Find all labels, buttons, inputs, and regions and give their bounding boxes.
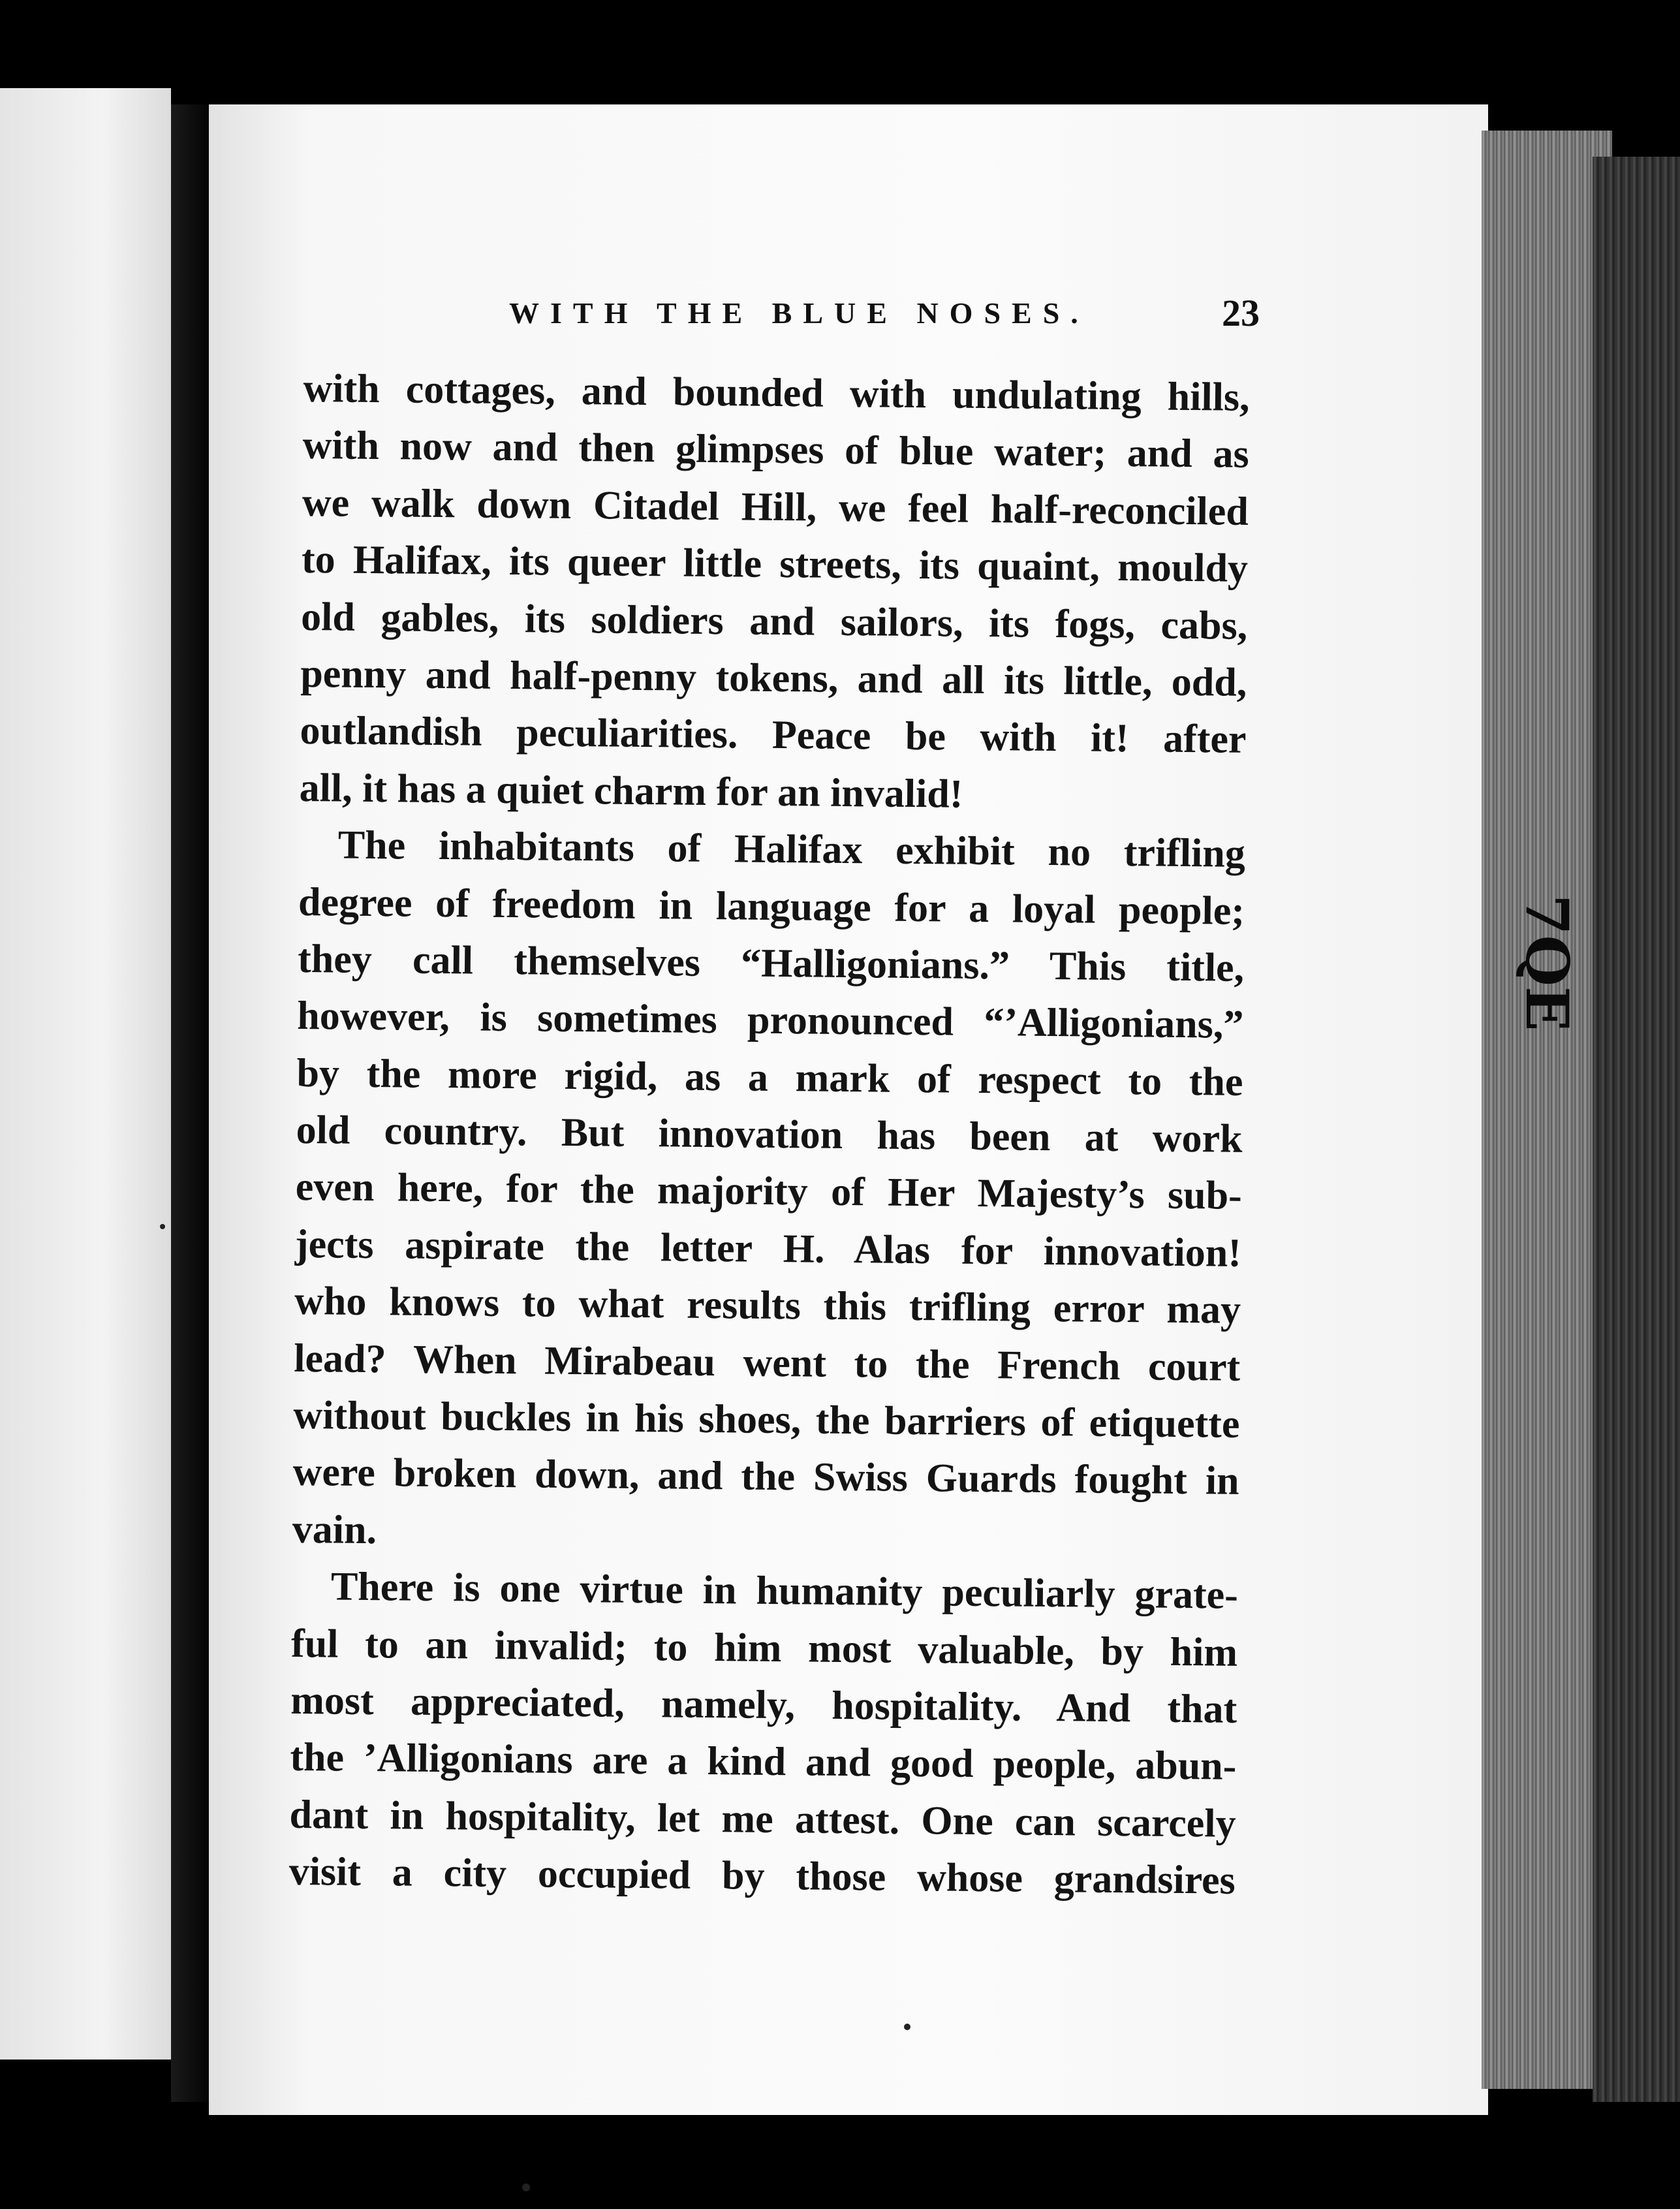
text-line: the ’Alligonians are a kind and good people, abun- — [290, 1735, 1237, 1789]
text-line: outlandish peculiarities. Peace be with it! after — [300, 708, 1247, 762]
scan-speck — [160, 1224, 165, 1229]
text-line: degree of freedom in language for a loyal people; — [298, 879, 1245, 933]
page-edges-shadow — [1593, 157, 1680, 2102]
body-text — [288, 360, 1250, 1909]
text-line: all, it has a quiet charm for an invalid! — [299, 765, 963, 817]
text-line: who knows to what results this trifling error may — [294, 1279, 1241, 1333]
text-line: ful to an invalid; to him most valuable, by him — [290, 1621, 1238, 1675]
text-line: vain. — [292, 1507, 377, 1552]
text-line: with cottages, and bounded with undulating hills, — [303, 366, 1250, 420]
page-header — [509, 287, 1260, 339]
text-line: however, is sometimes pronounced “’Alligonians,” — [297, 994, 1244, 1048]
text-line: dant in hospitality, let me attest. One can scarcely — [289, 1792, 1236, 1846]
text-line: There is one virtue in humanity peculiarly grate- — [330, 1564, 1239, 1618]
text-line: they call themselves “Halligonians.” This title, — [297, 936, 1245, 990]
text-line: old country. But innovation has been at work — [296, 1108, 1243, 1161]
text-line: with now and then glimpses of blue water; and as — [302, 423, 1250, 477]
left-page — [0, 88, 171, 2060]
running-head: WITH THE BLUE NOSES. — [509, 296, 1089, 330]
text-line: old gables, its soldiers and sailors, its fogs, cabs, — [300, 594, 1248, 648]
text-line: by the more rigid, as a mark of respect to the — [296, 1050, 1243, 1104]
text-line: visit a city occupied by those whose grandsires — [288, 1849, 1236, 1903]
text-line: even here, for the majority of Her Majesty’s sub- — [295, 1165, 1243, 1219]
text-line: most appreciated, namely, hospitality. And that — [290, 1678, 1237, 1732]
text-line: The inhabitants of Halifax exhibit no trifling — [337, 822, 1246, 877]
text-line: without buckles in his shoes, the barriers of etiquette — [293, 1392, 1240, 1447]
edge-stamp-mark: 7QE — [1512, 894, 1581, 1031]
scan-speck — [522, 2184, 530, 2191]
text-line: jects aspirate the letter H. Alas for innovation! — [294, 1221, 1242, 1276]
scan-speck — [904, 2024, 910, 2030]
text-line: lead? When Mirabeau went to the French court — [293, 1336, 1241, 1390]
text-line: we walk down Citadel Hill, we feel half-reconciled — [302, 480, 1249, 534]
text-line: were broken down, and the Swiss Guards fought in — [292, 1450, 1239, 1504]
text-line: penny and half-penny tokens, and all its little, odd, — [300, 651, 1247, 705]
page-number: 23 — [1222, 292, 1260, 334]
text-line: to Halifax, its queer little streets, its quaint, mouldy — [301, 537, 1249, 591]
